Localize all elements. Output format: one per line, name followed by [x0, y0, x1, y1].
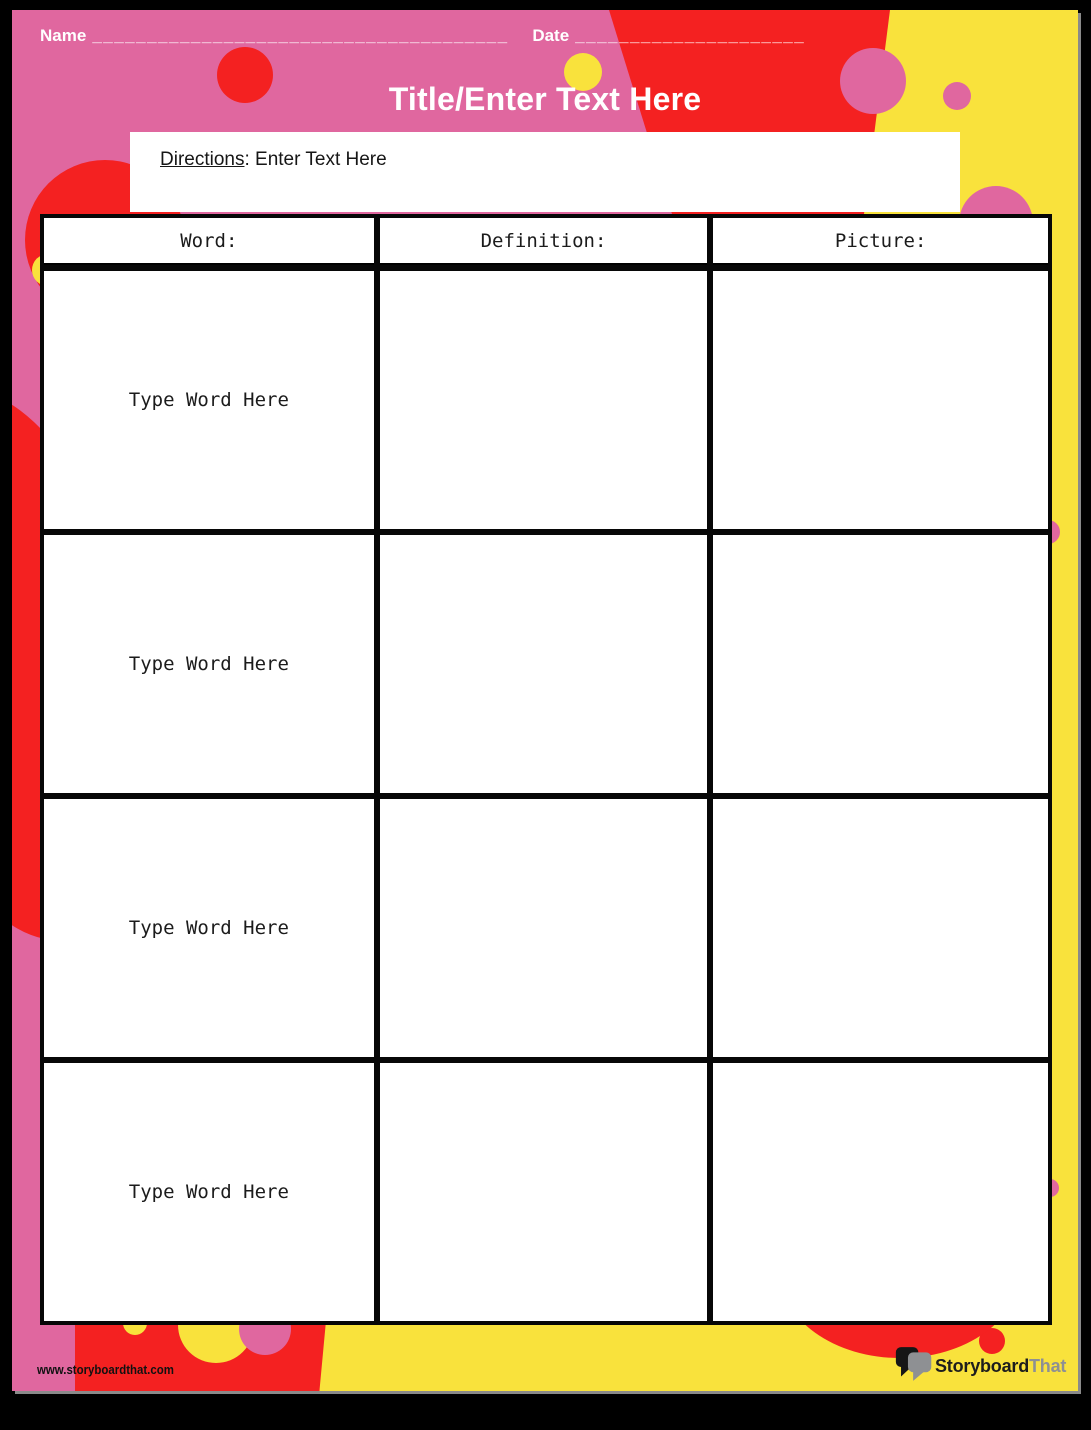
date-fill-line[interactable]: _____________________: [575, 26, 806, 45]
column-header-definition: Definition:: [380, 218, 708, 265]
website-url: www.storyboardthat.com: [37, 1362, 174, 1377]
directions-value: : Enter Text Here: [244, 149, 387, 170]
directions-box[interactable]: [130, 132, 960, 212]
word-cell-1[interactable]: Type Word Here: [44, 271, 374, 529]
picture-cell-2[interactable]: [713, 535, 1048, 793]
picture-cell-4[interactable]: [713, 1063, 1048, 1321]
worksheet-page: [12, 10, 1078, 1391]
storyboardthat-logo: [895, 1346, 1066, 1387]
picture-cell-3[interactable]: [713, 799, 1048, 1057]
word-cell-3[interactable]: Type Word Here: [44, 799, 374, 1057]
name-fill-line[interactable]: ______________________________________: [92, 26, 509, 45]
worksheet-title[interactable]: Title/Enter Text Here: [388, 81, 702, 117]
name-label: Name: [40, 26, 87, 45]
definition-cell-2[interactable]: [380, 535, 708, 793]
logo-text-secondary: That: [1029, 1356, 1067, 1376]
column-header-word: Word:: [44, 218, 374, 265]
picture-cell-1[interactable]: [713, 271, 1048, 529]
name-date-row: [40, 26, 1058, 46]
directions-label: Directions: [160, 149, 245, 170]
word-cell-2[interactable]: Type Word Here: [44, 535, 374, 793]
date-label: Date: [532, 26, 570, 45]
logo-text: [935, 1356, 1066, 1377]
speech-bubbles-icon: [895, 1346, 933, 1387]
column-header-picture: Picture:: [713, 218, 1048, 265]
directions-text: [160, 149, 387, 171]
logo-text-primary: Storyboard: [935, 1356, 1030, 1376]
vocabulary-table: [40, 214, 1052, 1325]
definition-cell-3[interactable]: [380, 799, 708, 1057]
word-cell-4[interactable]: Type Word Here: [44, 1063, 374, 1321]
definition-cell-4[interactable]: [380, 1063, 708, 1321]
definition-cell-1[interactable]: [380, 271, 708, 529]
